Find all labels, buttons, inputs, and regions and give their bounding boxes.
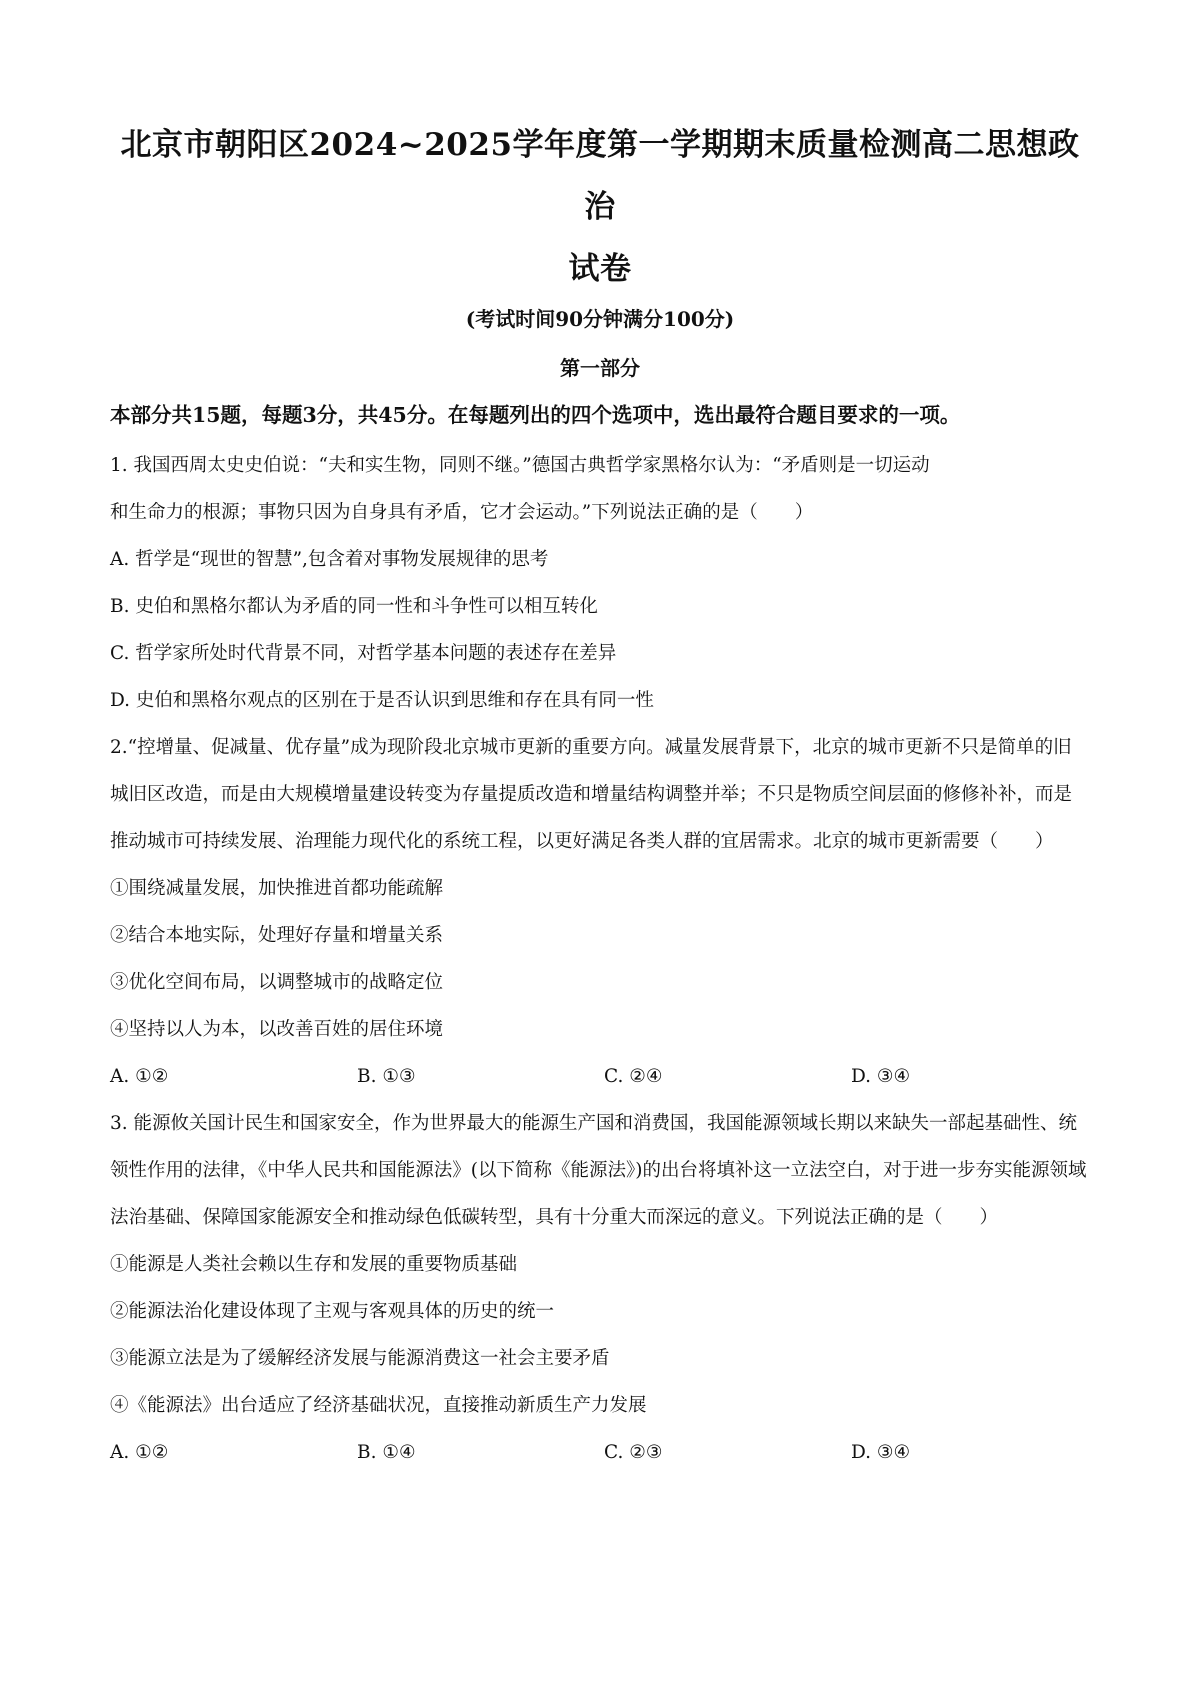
question-3 (110, 1100, 1090, 1476)
part-heading: 第一部分 (560, 356, 640, 380)
question-3-item-2: ②能源法治化建设体现了主观与客观具体的历史的统一 (110, 1301, 555, 1322)
question-3-choices (110, 1429, 1090, 1476)
question-3-choice-c: C. ②③ (604, 1442, 663, 1463)
question-3-choice-d: D. ③④ (851, 1442, 911, 1463)
exam-title-line1: 北京市朝阳区2024~2025学年度第一学期期末质量检测高二思想政治 (120, 127, 1080, 225)
question-1 (110, 442, 1090, 724)
question-3-choice-b: B. ①④ (357, 1442, 416, 1463)
question-3-item-4: ④《能源法》出台适应了经济基础状况，直接推动新质生产力发展 (110, 1395, 647, 1416)
question-2-choices (110, 1053, 1090, 1100)
question-1-stem-line1: 1. 我国西周太史史伯说：“夫和实生物，同则不继。”德国古典哲学家黑格尔认为：“矛盾则是一切运动 (110, 455, 930, 476)
question-2-item-2: ②结合本地实际，处理好存量和增量关系 (110, 925, 444, 946)
question-1-option-a: A. 哲学是“现世的智慧”,包含着对事物发展规律的思考 (110, 549, 549, 570)
question-1-stem-line2: 和生命力的根源；事物只因为自身具有矛盾，它才会运动。”下列说法正确的是（ ） (110, 502, 814, 523)
question-3-item-1: ①能源是人类社会赖以生存和发展的重要物质基础 (110, 1254, 518, 1275)
question-3-item-3: ③能源立法是为了缓解经济发展与能源消费这一社会主要矛盾 (110, 1348, 610, 1369)
question-2-item-4: ④坚持以人为本，以改善百姓的居住环境 (110, 1019, 444, 1040)
exam-title-line2: 试卷 (568, 251, 632, 287)
question-2-item-3: ③优化空间布局，以调整城市的战略定位 (110, 972, 444, 993)
question-3-choice-a: A. ①② (110, 1442, 169, 1463)
question-2-choice-a: A. ①② (110, 1066, 169, 1087)
question-2-choice-b: B. ①③ (357, 1066, 416, 1087)
question-1-option-b: B. 史伯和黑格尔都认为矛盾的同一性和斗争性可以相互转化 (110, 596, 598, 617)
question-1-option-d: D. 史伯和黑格尔观点的区别在于是否认识到思维和存在具有同一性 (110, 690, 654, 711)
question-3-stem: 3. 能源攸关国计民生和国家安全，作为世界最大的能源生产国和消费国，我国能源领域长期以来缺失一部起基础性、统领性作用的法律，《中华人民共和国能源法》(以下简称《能源法》)的出台将填补这一立法空白，对于进一步夯实能源领域法治基础、保障国家能源安全和推动绿色低碳转型，具有十分重大而深远的意义。下列说法正确的是（ ） (110, 1113, 1087, 1228)
question-2-choice-c: C. ②④ (604, 1066, 663, 1087)
question-1-option-c: C. 哲学家所处时代背景不同，对哲学基本问题的表述存在差异 (110, 643, 617, 664)
exam-duration: (考试时间90分钟满分100分) (465, 307, 735, 331)
question-2-choice-d: D. ③④ (851, 1066, 911, 1087)
question-2-item-1: ①围绕减量发展，加快推进首都功能疏解 (110, 878, 444, 899)
question-2-stem: 2.“控增量、促减量、优存量”成为现阶段北京城市更新的重要方向。减量发展背景下，北京的城市更新不只是简单的旧城旧区改造，而是由大规模增量建设转变为存量提质改造和增量结构调整并举；不只是物质空间层面的修修补补，而是推动城市可持续发展、治理能力现代化的系统工程，以更好满足各类人群的宜居需求。北京的城市更新需要（ ） (110, 737, 1073, 852)
question-2 (110, 724, 1090, 1100)
section-instruction: 本部分共15题，每题3分，共45分。在每题列出的四个选项中，选出最符合题目要求的一项。 (110, 403, 961, 427)
